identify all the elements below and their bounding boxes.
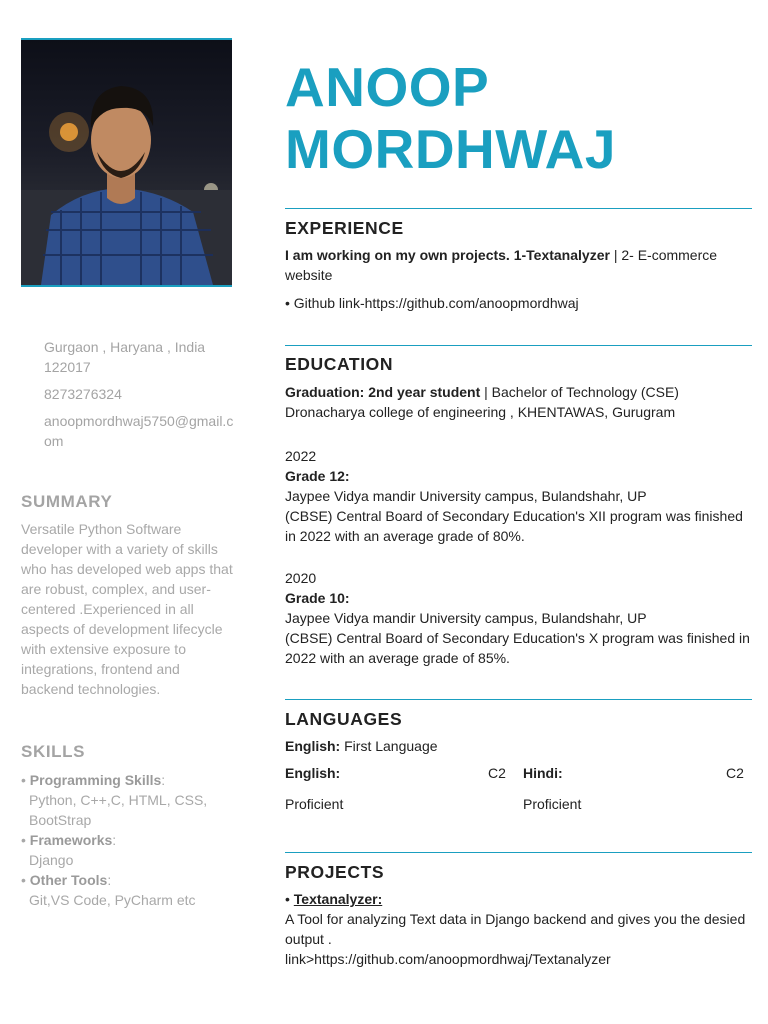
skill-item: • Programming Skills: Python, C++,C, HTML, CSS, BootStrap [21, 770, 236, 830]
grade12-year: 2022 [285, 448, 317, 464]
lang-name: Hindi: [523, 765, 563, 781]
summary-text: Versatile Python Software developer with a variety of skills who has developed web apps that are robust, complex, and user-centered .Experienced in all aspects of development lifecycle with extensive exposure to integrations, frontend and backend technologies. [21, 521, 233, 697]
divider [285, 852, 752, 853]
skill-title: Programming Skills [29, 772, 162, 788]
skill-item: • Other Tools: Git,VS Code, PyCharm etc [21, 870, 236, 910]
lang-level: C2 [488, 765, 506, 781]
graduation-bold: Graduation: 2nd year student [285, 384, 481, 400]
address-line1: Gurgaon , Haryana , India [44, 339, 206, 355]
grade10-detail: (CBSE) Central Board of Secondary Education's X program was finished in 2022 with an average grade of 85%. [285, 630, 750, 666]
last-name: MORDHWAJ [285, 118, 616, 180]
skill-value: Git,VS Code, PyCharm etc [29, 892, 196, 908]
address-line2: 122017 [44, 359, 91, 375]
native-bold: English: [285, 738, 341, 754]
projects-body: • Textanalyzer: A Tool for analyzing Text data in Django backend and gives you the desied output . link>https://github.com/anoopmordhwaj/Textanalyzer [285, 889, 750, 969]
candidate-name [285, 56, 616, 180]
languages-heading: LANGUAGES [285, 709, 403, 729]
summary-heading: SUMMARY [21, 492, 113, 511]
graduation-rest: | Bachelor of Technology (CSE) [480, 384, 679, 400]
grade10-school: Jaypee Vidya mandir University campus, Bulandshahr, UP [285, 610, 647, 626]
address [44, 337, 239, 377]
phone: 8273276324 [44, 386, 122, 402]
lang-name: English: [285, 765, 341, 781]
divider [285, 699, 752, 700]
lang-label: Proficient [285, 796, 344, 812]
first-name: ANOOP [285, 56, 490, 118]
skill-title: Other Tools [29, 872, 108, 888]
grade12-detail: (CBSE) Central Board of Secondary Education's XII program was finished in 2022 with an average grade of 80%. [285, 508, 743, 544]
grade10-year: 2020 [285, 570, 317, 586]
skill-item: • Frameworks: Django [21, 830, 236, 870]
grade12-school: Jaypee Vidya mandir University campus, Bulandshahr, UP [285, 488, 647, 504]
college: Dronacharya college of engineering , KHENTAWAS, Gurugram [285, 404, 676, 420]
skill-title: Frameworks [29, 832, 113, 848]
skills-list [21, 770, 236, 910]
projects-heading: PROJECTS [285, 862, 385, 882]
lang-label: Proficient [523, 796, 582, 812]
skill-value: Django [29, 852, 74, 868]
education-body [285, 382, 750, 668]
grade10-title: Grade 10: [285, 590, 350, 606]
experience-rest: | 2- E-commerce website [285, 247, 718, 283]
profile-photo [21, 38, 232, 287]
experience-body: I am working on my own projects. 1-Textanalyzer | 2- E-commerce website • Github link-https://github.com/anoopmordhwaj [285, 247, 718, 311]
education-heading: EDUCATION [285, 354, 394, 374]
native-language [285, 736, 750, 756]
experience-heading: EXPERIENCE [285, 218, 404, 238]
skill-value: Python, C++,C, HTML, CSS, BootStrap [29, 792, 208, 828]
lang-level: C2 [726, 765, 744, 781]
grade12-title: Grade 12: [285, 468, 350, 484]
project-desc: A Tool for analyzing Text data in Django backend and gives you the desied output . [285, 911, 746, 947]
github-link[interactable]: Github link-https://github.com/anoopmordhwaj [293, 295, 579, 311]
contact-info [44, 337, 239, 458]
email[interactable]: anoopmordhwaj5750@gmail.com [44, 413, 234, 449]
divider [285, 208, 752, 209]
native-rest: First Language [340, 738, 438, 754]
experience-bold: I am working on my own projects. 1-Textanalyzer [285, 247, 610, 263]
project-title[interactable]: Textanalyzer: [293, 891, 383, 907]
skills-heading: SKILLS [21, 742, 86, 761]
divider [285, 345, 752, 346]
project-link[interactable]: link>https://github.com/anoopmordhwaj/Textanalyzer [285, 951, 611, 967]
